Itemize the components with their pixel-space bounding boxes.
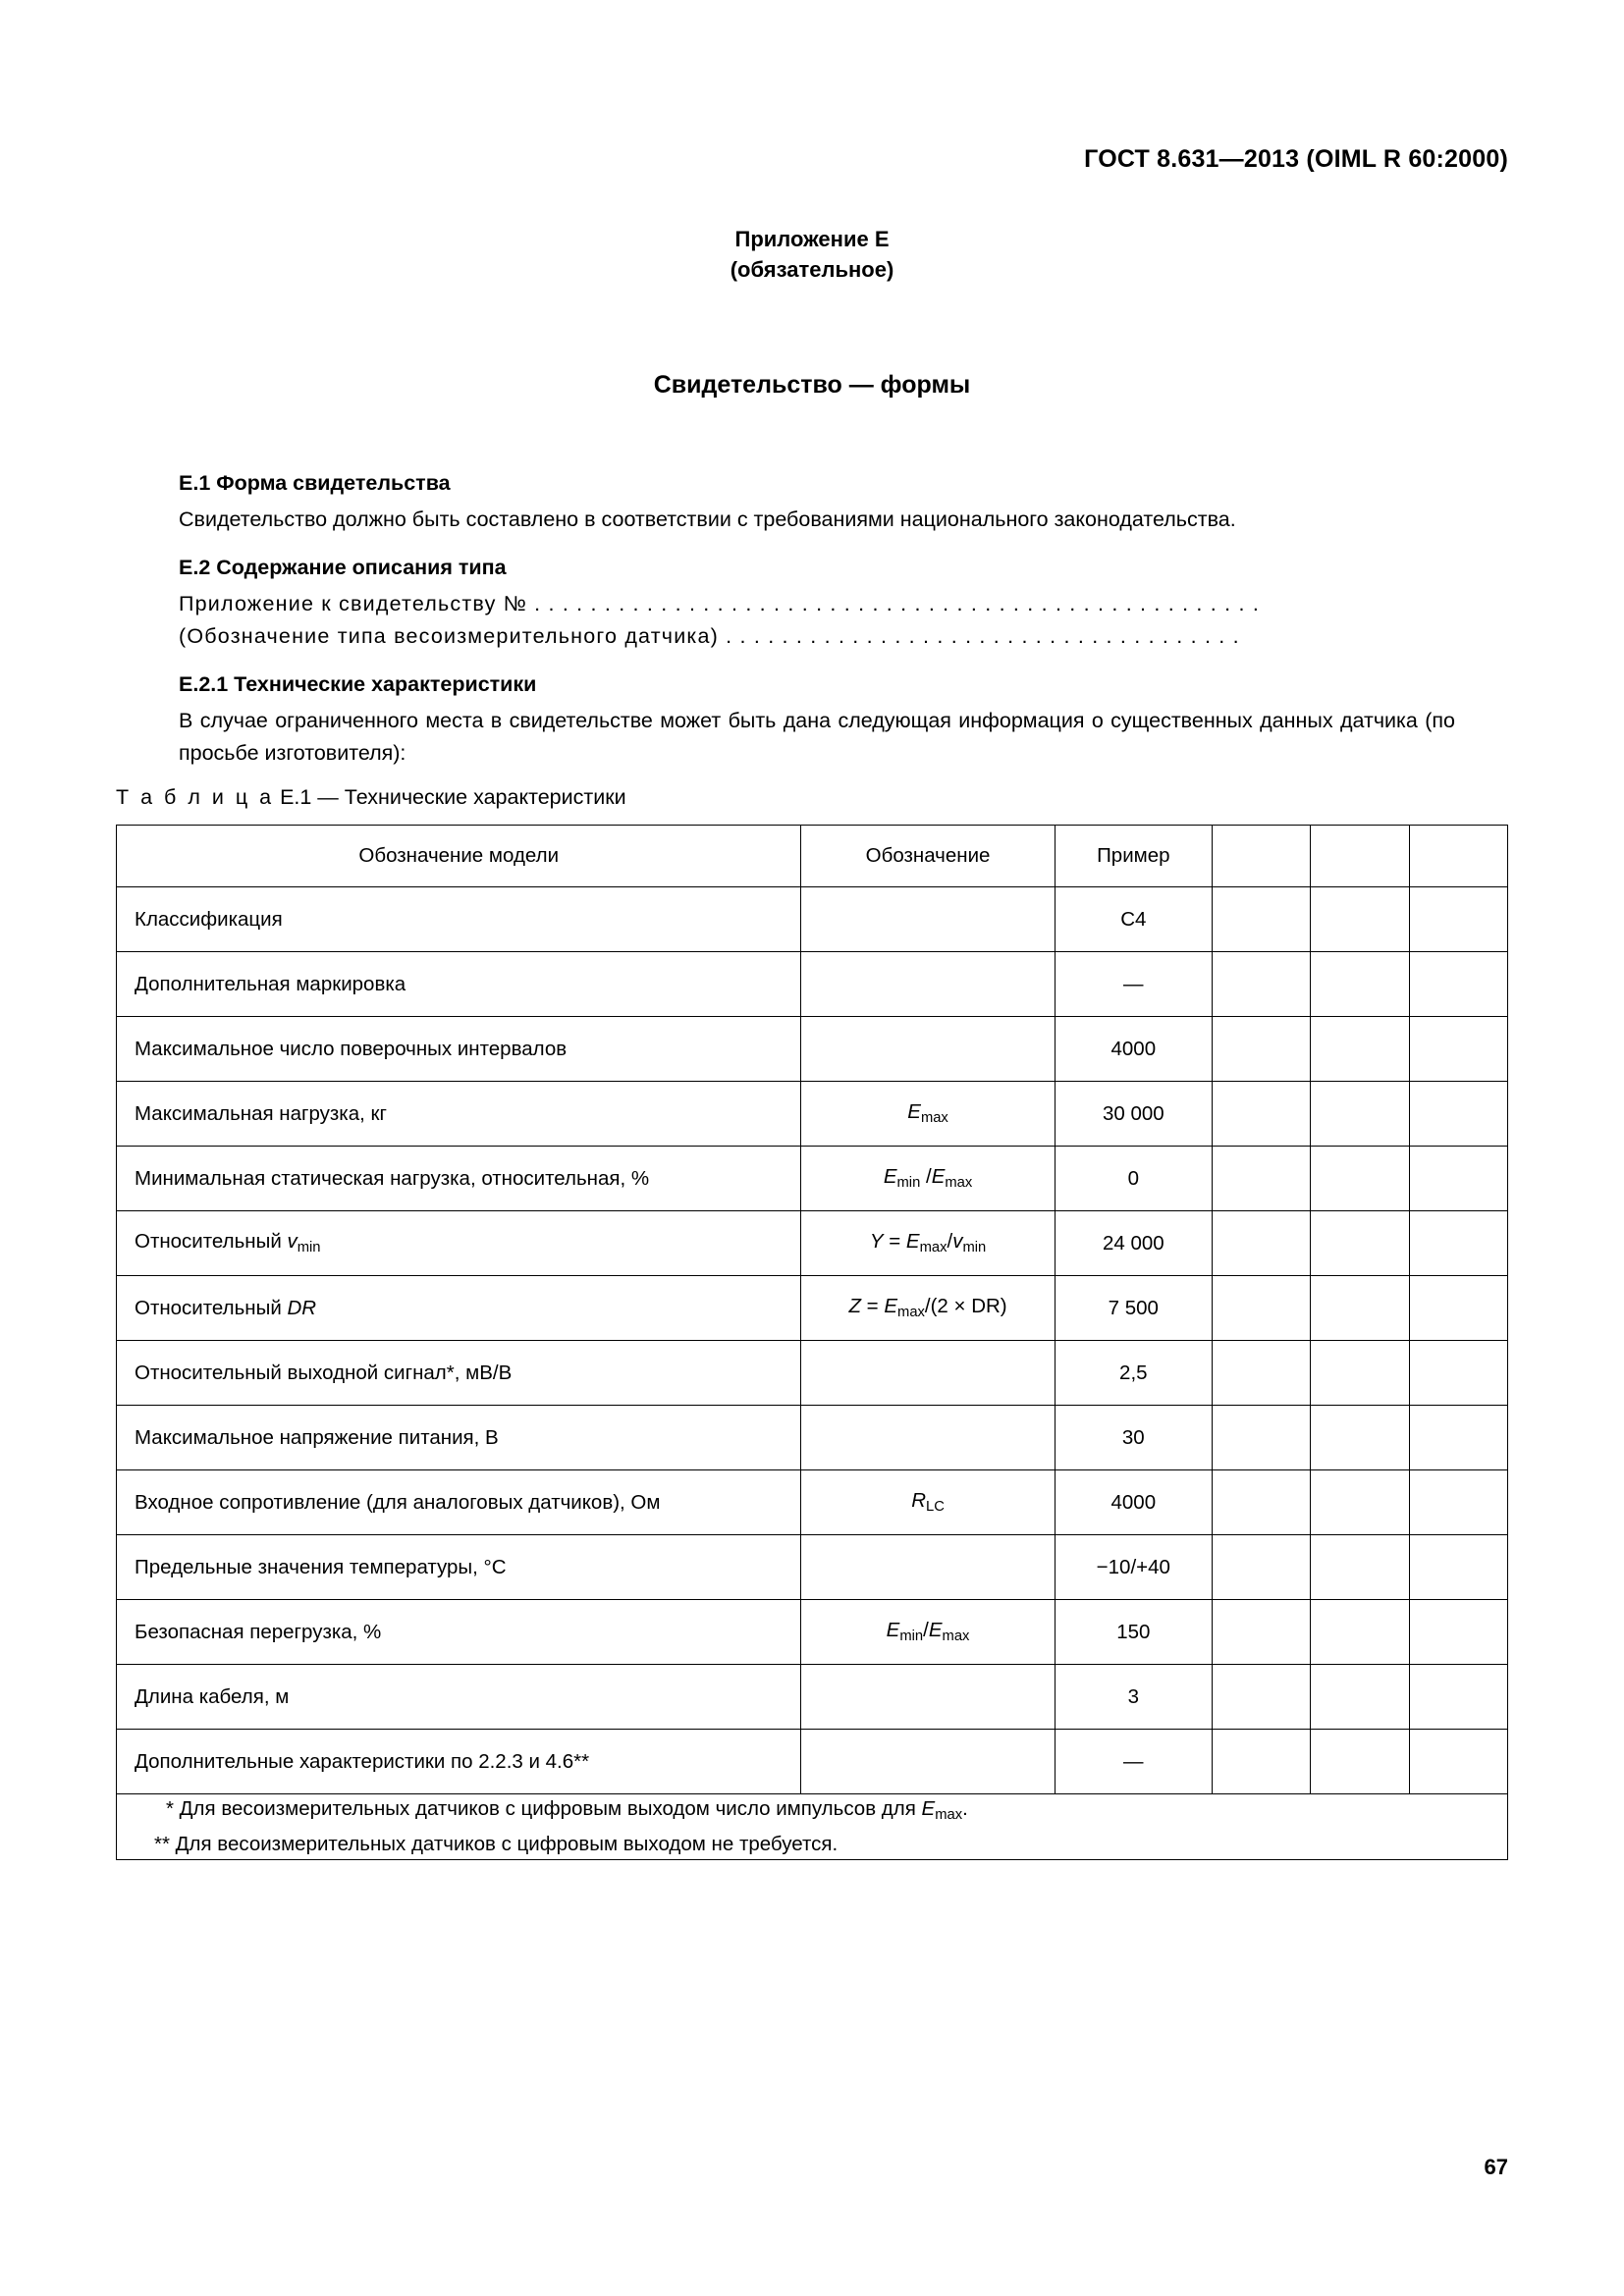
row-label: Максимальная нагрузка, кг (117, 1082, 801, 1147)
row-example: 0 (1055, 1147, 1212, 1211)
column-header-symbol: Обозначение (801, 826, 1055, 887)
row-example: 24 000 (1055, 1211, 1212, 1276)
column-header-example: Пример (1055, 826, 1212, 887)
row-label: Относительный выходной сигнал*, мВ/В (117, 1341, 801, 1406)
row-blank-1 (1213, 1276, 1311, 1341)
row-example: 30 (1055, 1406, 1212, 1470)
page-number: 67 (1484, 2155, 1508, 2179)
annex-title-sub: (обязательное) (730, 257, 894, 282)
table-row (117, 887, 1508, 952)
row-blank-3 (1409, 1082, 1507, 1147)
row-symbol: $Z = E_{max}/(2 \times DR)$ (801, 1276, 1055, 1341)
row-label: Относительный DR (117, 1276, 801, 1341)
table-row (117, 1470, 1508, 1535)
row-blank-1 (1213, 1211, 1311, 1276)
page-title: Свидетельство — формы (653, 371, 971, 399)
row-blank-2 (1311, 1600, 1409, 1665)
row-label: Классификация (117, 887, 801, 952)
row-example: 7 500 (1055, 1276, 1212, 1341)
column-header-blank-2 (1311, 826, 1409, 887)
row-symbol (801, 952, 1055, 1017)
table-footnote-row (117, 1794, 1508, 1860)
row-blank-2 (1311, 1082, 1409, 1147)
row-symbol (801, 1535, 1055, 1600)
column-header-blank-3 (1409, 826, 1507, 887)
row-blank-2 (1311, 1470, 1409, 1535)
table-row (117, 1017, 1508, 1082)
row-blank-2 (1311, 1276, 1409, 1341)
row-blank-1 (1213, 1470, 1311, 1535)
row-blank-1 (1213, 1082, 1311, 1147)
row-blank-1 (1213, 952, 1311, 1017)
row-blank-2 (1311, 1147, 1409, 1211)
body-text (179, 452, 1455, 770)
row-label: Предельные значения температуры, °C (117, 1535, 801, 1600)
section-heading-e2: Е.2 Содержание описания типа (179, 556, 507, 579)
row-label: Дополнительные характеристики по 2.2.3 и 4.6** (117, 1730, 801, 1794)
row-blank-3 (1409, 1276, 1507, 1341)
row-blank-1 (1213, 1665, 1311, 1730)
row-symbol: $E_{max}$ (801, 1082, 1055, 1147)
row-symbol: $Y = E_{max}/v_{min}$ (801, 1211, 1055, 1276)
row-blank-3 (1409, 1470, 1507, 1535)
row-symbol (801, 1730, 1055, 1794)
table-caption-rest: Е.1 — Технические характеристики (280, 785, 626, 809)
row-blank-3 (1409, 1147, 1507, 1211)
row-label: Безопасная перегрузка, % (117, 1600, 801, 1665)
row-label: Длина кабеля, м (117, 1665, 801, 1730)
row-blank-2 (1311, 1730, 1409, 1794)
annex-title-main: Приложение Е (734, 227, 890, 251)
row-blank-3 (1409, 1730, 1507, 1794)
table-header-row (117, 826, 1508, 887)
table-row (117, 1535, 1508, 1600)
row-symbol: $E_{min}/E_{max}$ (801, 1600, 1055, 1665)
row-example: 3 (1055, 1665, 1212, 1730)
table-row (117, 1082, 1508, 1147)
row-label: Дополнительная маркировка (117, 952, 801, 1017)
footnote-1: * Для весоизмерительных датчиков с цифровым выходом число импульсов для $E_{max}$. (166, 1797, 968, 1824)
specifications-table (116, 825, 1508, 1860)
row-blank-3 (1409, 1665, 1507, 1730)
row-blank-3 (1409, 1535, 1507, 1600)
load-cell-type-line: (Обозначение типа весоизмерительного датчика) . . . . . . . . . . . . . . . . . . . . . . . . . . . . . . . . . . . . . (179, 624, 1240, 648)
table-row (117, 952, 1508, 1017)
row-label: Минимальная статическая нагрузка, относительная, % (117, 1147, 801, 1211)
footnote-2: ** Для весоизмерительных датчиков с цифровым выходом не требуется. (154, 1833, 839, 1856)
row-blank-1 (1213, 1730, 1311, 1794)
row-blank-3 (1409, 1341, 1507, 1406)
row-blank-3 (1409, 1017, 1507, 1082)
row-blank-3 (1409, 1600, 1507, 1665)
row-blank-3 (1409, 1406, 1507, 1470)
row-symbol (801, 1665, 1055, 1730)
table-row (117, 1341, 1508, 1406)
page-header: ГОСТ 8.631—2013 (OIML R 60:2000) (1084, 145, 1508, 173)
annex-title (0, 224, 1624, 285)
row-blank-2 (1311, 887, 1409, 952)
table-row (117, 1211, 1508, 1276)
row-blank-2 (1311, 1211, 1409, 1276)
row-blank-2 (1311, 1665, 1409, 1730)
row-example: 4000 (1055, 1470, 1212, 1535)
row-blank-2 (1311, 952, 1409, 1017)
row-symbol: $E_{min}$ $/E_{max}$ (801, 1147, 1055, 1211)
row-blank-1 (1213, 1017, 1311, 1082)
row-symbol (801, 1017, 1055, 1082)
section-heading-e1: Е.1 Форма свидетельства (179, 471, 451, 495)
column-header-blank-1 (1213, 826, 1311, 887)
row-blank-2 (1311, 1535, 1409, 1600)
row-label: Относительный $v_{min}$ (117, 1211, 801, 1276)
table-caption (116, 785, 626, 810)
table-row (117, 1406, 1508, 1470)
row-blank-1 (1213, 1341, 1311, 1406)
table-row (117, 1600, 1508, 1665)
table-row (117, 1276, 1508, 1341)
row-example: C4 (1055, 887, 1212, 952)
section-text-e21: В случае ограниченного места в свидетельстве может быть дана следующая информация о существенных данных датчика (по просьбе изготовителя): (179, 709, 1455, 765)
row-example: −10/+40 (1055, 1535, 1212, 1600)
row-example: — (1055, 952, 1212, 1017)
section-text-e1: Свидетельство должно быть составлено в соответствии с требованиями национального законодательства. (179, 507, 1236, 531)
row-blank-2 (1311, 1406, 1409, 1470)
column-header-model: Обозначение модели (117, 826, 801, 887)
row-blank-2 (1311, 1017, 1409, 1082)
row-blank-1 (1213, 1535, 1311, 1600)
table-row (117, 1665, 1508, 1730)
row-example: 2,5 (1055, 1341, 1212, 1406)
row-blank-1 (1213, 887, 1311, 952)
row-example: 150 (1055, 1600, 1212, 1665)
row-blank-2 (1311, 1341, 1409, 1406)
row-symbol (801, 1406, 1055, 1470)
section-heading-e21: Е.2.1 Технические характеристики (179, 672, 537, 696)
row-blank-1 (1213, 1147, 1311, 1211)
row-symbol (801, 887, 1055, 952)
table-footnotes (117, 1794, 1508, 1860)
row-blank-3 (1409, 887, 1507, 952)
row-blank-3 (1409, 1211, 1507, 1276)
table-caption-label: Т а б л и ц а (116, 785, 275, 809)
row-example: 30 000 (1055, 1082, 1212, 1147)
row-symbol (801, 1341, 1055, 1406)
row-blank-1 (1213, 1406, 1311, 1470)
row-label: Входное сопротивление (для аналоговых датчиков), Ом (117, 1470, 801, 1535)
row-blank-1 (1213, 1600, 1311, 1665)
table-row (117, 1147, 1508, 1211)
table-row (117, 1730, 1508, 1794)
row-symbol: $R_{LC}$ (801, 1470, 1055, 1535)
row-example: — (1055, 1730, 1212, 1794)
row-label: Максимальное напряжение питания, В (117, 1406, 801, 1470)
row-example: 4000 (1055, 1017, 1212, 1082)
certificate-appendix-line: Приложение к свидетельству № . . . . . . . . . . . . . . . . . . . . . . . . . . . . . . . . . . . . . . . . . . . . . . . . . . . . (179, 592, 1260, 615)
row-blank-3 (1409, 952, 1507, 1017)
row-label: Максимальное число поверочных интервалов (117, 1017, 801, 1082)
